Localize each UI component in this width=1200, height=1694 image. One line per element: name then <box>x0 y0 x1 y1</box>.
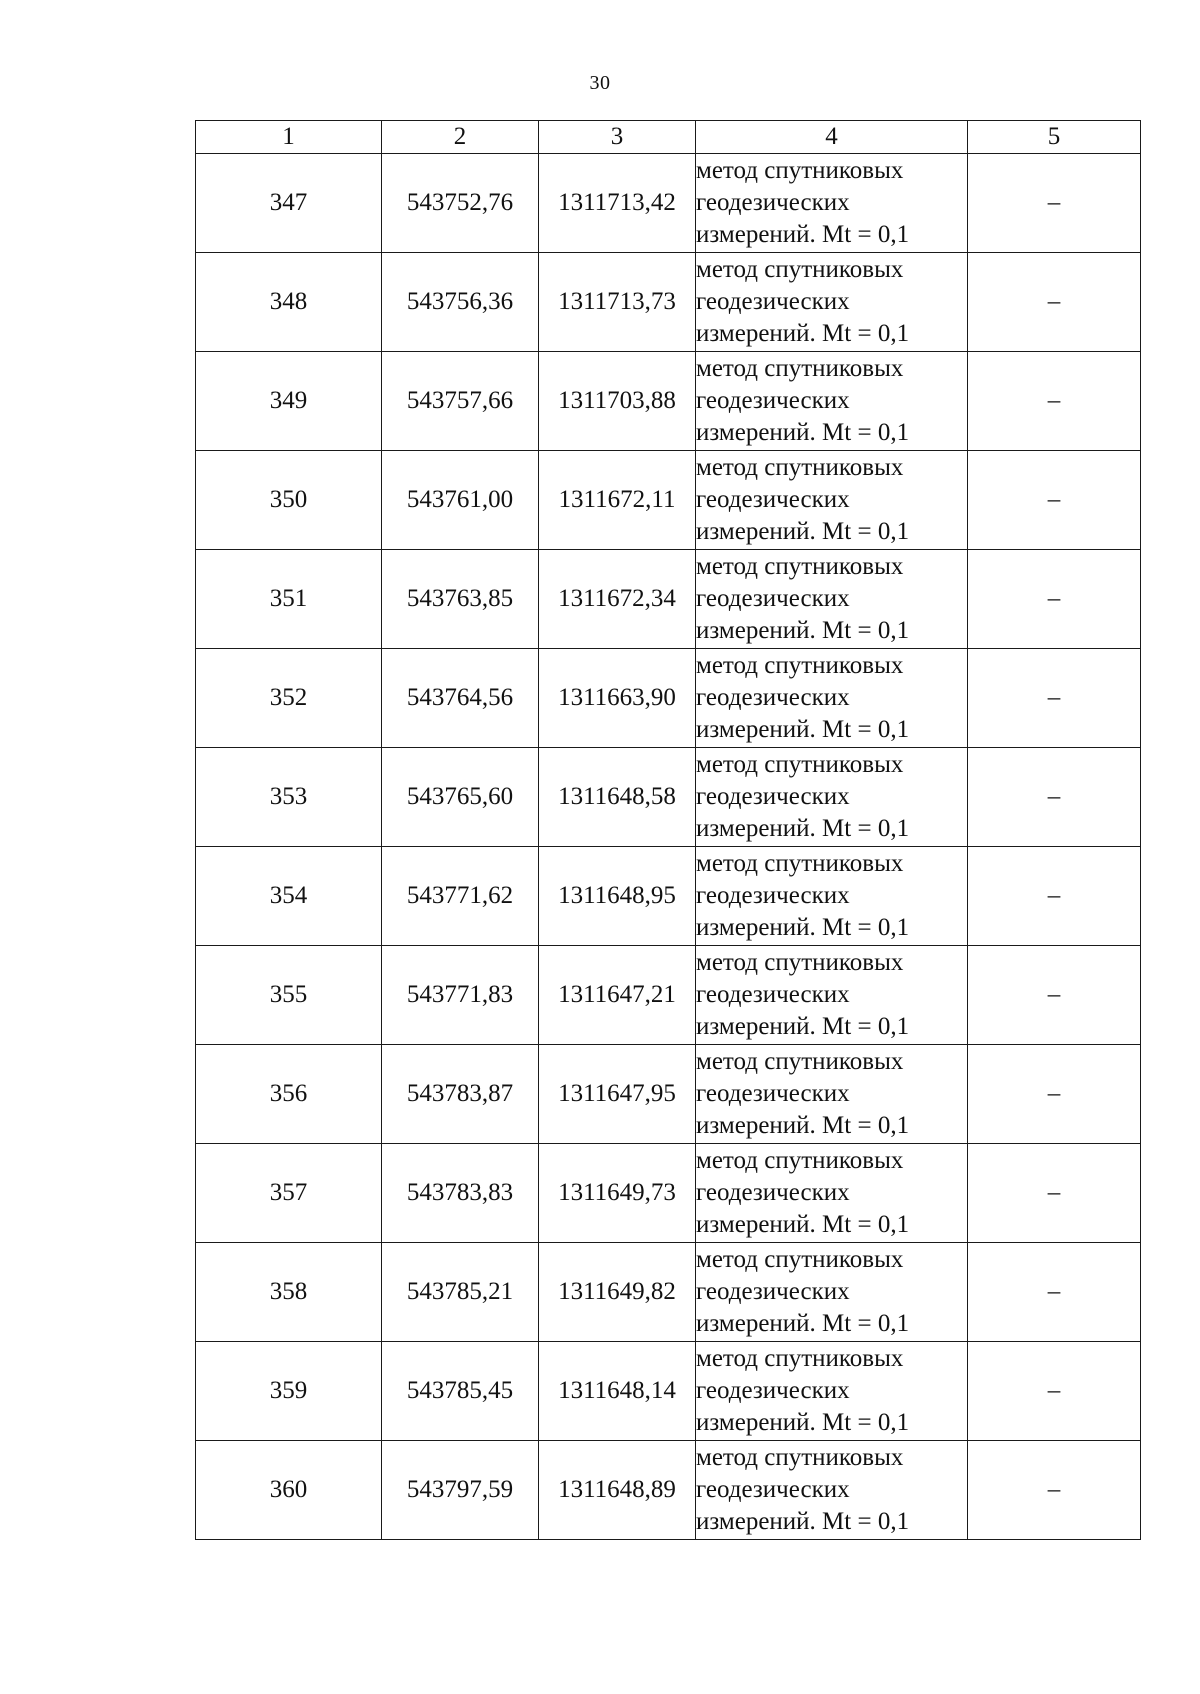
method-cell <box>696 550 968 649</box>
method-cell <box>696 352 968 451</box>
method-text-line: метод спутниковых <box>696 553 904 580</box>
method-cell <box>696 1243 968 1342</box>
table-row <box>196 1144 1141 1243</box>
table-row <box>196 847 1141 946</box>
method-text-line: измерений. Mt = 0,1 <box>696 716 910 743</box>
x-coordinate-cell: 543783,83 <box>382 1144 539 1243</box>
method-text-line: геодезических <box>696 189 850 216</box>
point-number-cell: 348 <box>196 253 382 352</box>
note-cell: – <box>968 550 1141 649</box>
method-text-line: геодезических <box>696 486 850 513</box>
method-text-line: геодезических <box>696 981 850 1008</box>
x-coordinate-cell: 543785,45 <box>382 1342 539 1441</box>
point-number-cell: 347 <box>196 154 382 253</box>
method-text-line: метод спутниковых <box>696 454 904 481</box>
method-text-line: геодезических <box>696 585 850 612</box>
page-number: 30 <box>589 72 611 94</box>
method-text-line: геодезических <box>696 882 850 909</box>
y-coordinate-cell: 1311713,42 <box>539 154 696 253</box>
point-number-cell: 356 <box>196 1045 382 1144</box>
note-cell: – <box>968 1243 1141 1342</box>
method-text-line: измерений. Mt = 0,1 <box>696 1508 910 1535</box>
point-number-cell: 354 <box>196 847 382 946</box>
column-header: 5 <box>968 121 1141 154</box>
method-text-line: метод спутниковых <box>696 1444 904 1471</box>
header-row <box>196 121 1141 154</box>
table-row <box>196 748 1141 847</box>
method-text-line: метод спутниковых <box>696 751 904 778</box>
y-coordinate-cell: 1311647,95 <box>539 1045 696 1144</box>
method-text-line: метод спутниковых <box>696 157 904 184</box>
method-text-line: геодезических <box>696 1377 850 1404</box>
point-number-cell: 351 <box>196 550 382 649</box>
method-text-line: измерений. Mt = 0,1 <box>696 320 910 347</box>
method-text-line: измерений. Mt = 0,1 <box>696 1013 910 1040</box>
x-coordinate-cell: 543756,36 <box>382 253 539 352</box>
method-text-line: измерений. Mt = 0,1 <box>696 1112 910 1139</box>
method-cell <box>696 253 968 352</box>
table-row <box>196 253 1141 352</box>
x-coordinate-cell: 543783,87 <box>382 1045 539 1144</box>
note-cell: – <box>968 649 1141 748</box>
x-coordinate-cell: 543761,00 <box>382 451 539 550</box>
table-row <box>196 946 1141 1045</box>
note-cell: – <box>968 1045 1141 1144</box>
table-row <box>196 154 1141 253</box>
note-cell: – <box>968 1342 1141 1441</box>
column-header: 3 <box>539 121 696 154</box>
point-number-cell: 360 <box>196 1441 382 1540</box>
y-coordinate-cell: 1311648,14 <box>539 1342 696 1441</box>
x-coordinate-cell: 543764,56 <box>382 649 539 748</box>
y-coordinate-cell: 1311703,88 <box>539 352 696 451</box>
method-text-line: метод спутниковых <box>696 1048 904 1075</box>
note-cell: – <box>968 847 1141 946</box>
table-row <box>196 1045 1141 1144</box>
method-text-line: метод спутниковых <box>696 850 904 877</box>
method-cell <box>696 1342 968 1441</box>
note-cell: – <box>968 253 1141 352</box>
method-text-line: геодезических <box>696 783 850 810</box>
method-text-line: геодезических <box>696 1179 850 1206</box>
point-number-cell: 350 <box>196 451 382 550</box>
method-text-line: геодезических <box>696 1278 850 1305</box>
method-text-line: измерений. Mt = 0,1 <box>696 419 910 446</box>
table-row <box>196 1342 1141 1441</box>
method-text-line: метод спутниковых <box>696 652 904 679</box>
column-header: 4 <box>696 121 968 154</box>
table-row <box>196 352 1141 451</box>
method-cell <box>696 946 968 1045</box>
x-coordinate-cell: 543765,60 <box>382 748 539 847</box>
method-text-line: измерений. Mt = 0,1 <box>696 617 910 644</box>
x-coordinate-cell: 543771,62 <box>382 847 539 946</box>
note-cell: – <box>968 946 1141 1045</box>
method-text-line: измерений. Mt = 0,1 <box>696 221 910 248</box>
method-text-line: метод спутниковых <box>696 949 904 976</box>
x-coordinate-cell: 543797,59 <box>382 1441 539 1540</box>
note-cell: – <box>968 748 1141 847</box>
method-cell <box>696 1144 968 1243</box>
point-number-cell: 359 <box>196 1342 382 1441</box>
note-cell: – <box>968 1441 1141 1540</box>
x-coordinate-cell: 543763,85 <box>382 550 539 649</box>
point-number-cell: 353 <box>196 748 382 847</box>
point-number-cell: 349 <box>196 352 382 451</box>
y-coordinate-cell: 1311713,73 <box>539 253 696 352</box>
table-row <box>196 649 1141 748</box>
point-number-cell: 357 <box>196 1144 382 1243</box>
note-cell: – <box>968 154 1141 253</box>
method-text-line: метод спутниковых <box>696 1345 904 1372</box>
table-row <box>196 451 1141 550</box>
method-text-line: измерений. Mt = 0,1 <box>696 518 910 545</box>
method-text-line: метод спутниковых <box>696 1147 904 1174</box>
y-coordinate-cell: 1311649,82 <box>539 1243 696 1342</box>
method-text-line: измерений. Mt = 0,1 <box>696 914 910 941</box>
y-coordinate-cell: 1311647,21 <box>539 946 696 1045</box>
table-row <box>196 1243 1141 1342</box>
method-text-line: измерений. Mt = 0,1 <box>696 1409 910 1436</box>
method-text-line: геодезических <box>696 1476 850 1503</box>
method-text-line: измерений. Mt = 0,1 <box>696 1310 910 1337</box>
table-body <box>196 154 1141 1540</box>
column-header: 1 <box>196 121 382 154</box>
point-number-cell: 358 <box>196 1243 382 1342</box>
note-cell: – <box>968 451 1141 550</box>
method-text-line: геодезических <box>696 387 850 414</box>
y-coordinate-cell: 1311648,95 <box>539 847 696 946</box>
method-cell <box>696 154 968 253</box>
y-coordinate-cell: 1311648,89 <box>539 1441 696 1540</box>
method-text-line: измерений. Mt = 0,1 <box>696 1211 910 1238</box>
method-cell <box>696 451 968 550</box>
method-text-line: измерений. Mt = 0,1 <box>696 815 910 842</box>
y-coordinate-cell: 1311648,58 <box>539 748 696 847</box>
table-row <box>196 550 1141 649</box>
method-cell <box>696 1441 968 1540</box>
y-coordinate-cell: 1311672,34 <box>539 550 696 649</box>
point-number-cell: 355 <box>196 946 382 1045</box>
method-cell <box>696 649 968 748</box>
table-row <box>196 1441 1141 1540</box>
x-coordinate-cell: 543752,76 <box>382 154 539 253</box>
note-cell: – <box>968 352 1141 451</box>
note-cell: – <box>968 1144 1141 1243</box>
x-coordinate-cell: 543757,66 <box>382 352 539 451</box>
y-coordinate-cell: 1311663,90 <box>539 649 696 748</box>
method-cell <box>696 748 968 847</box>
method-cell <box>696 847 968 946</box>
method-text-line: метод спутниковых <box>696 256 904 283</box>
x-coordinate-cell: 543785,21 <box>382 1243 539 1342</box>
method-text-line: геодезических <box>696 684 850 711</box>
point-number-cell: 352 <box>196 649 382 748</box>
y-coordinate-cell: 1311672,11 <box>539 451 696 550</box>
method-text-line: геодезических <box>696 1080 850 1107</box>
column-header: 2 <box>382 121 539 154</box>
y-coordinate-cell: 1311649,73 <box>539 1144 696 1243</box>
method-text-line: геодезических <box>696 288 850 315</box>
x-coordinate-cell: 543771,83 <box>382 946 539 1045</box>
method-cell <box>696 1045 968 1144</box>
table-header <box>196 121 1141 154</box>
coordinates-table <box>195 120 1141 1540</box>
method-text-line: метод спутниковых <box>696 355 904 382</box>
method-text-line: метод спутниковых <box>696 1246 904 1273</box>
